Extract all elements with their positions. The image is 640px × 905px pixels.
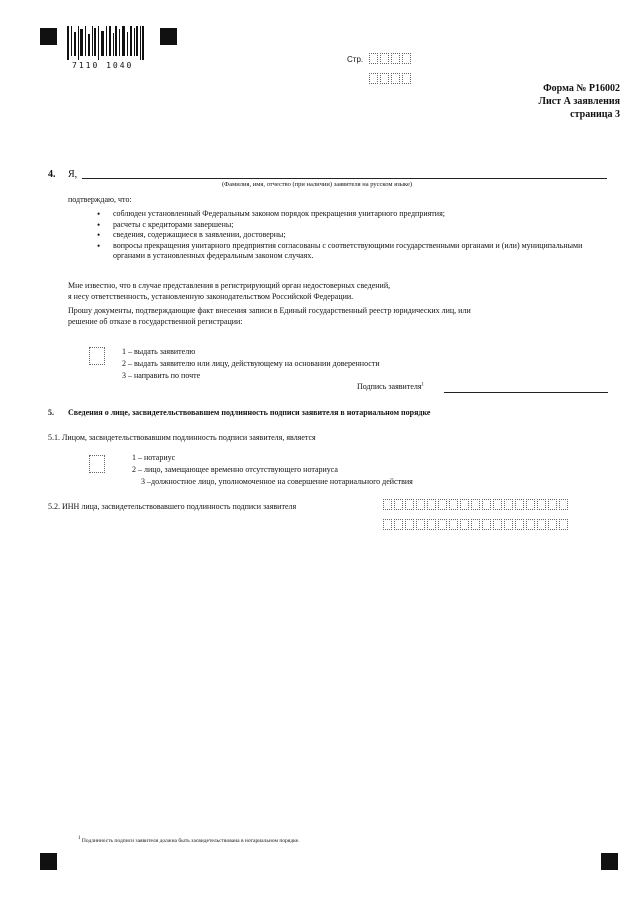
notary-options — [132, 452, 413, 488]
sheet-title: Лист А заявления — [538, 96, 620, 107]
notary-option-2: 2 – лицо, замещающее временно отсутствующего нотариуса — [132, 465, 338, 474]
footnote-number: 1 — [78, 836, 81, 841]
page-subtitle: страница 3 — [570, 109, 620, 120]
signature-label: Подпись заявителя$^1$ — [357, 382, 425, 391]
option-1: 1 – выдать заявителю — [122, 347, 196, 356]
footnote-ref: 1 — [421, 382, 425, 388]
page-label: Стр. — [347, 55, 364, 64]
registration-marker-top-left — [40, 28, 57, 45]
signature-field[interactable] — [444, 392, 608, 393]
list-item: • соблюден установленный Федеральным законом порядок прекращения унитарного предприятия; — [95, 209, 595, 220]
section5-number: 5. — [48, 408, 54, 417]
list-item: • сведения, содержащиеся в заявлении, достоверны; — [95, 230, 595, 241]
barcode-image — [67, 26, 145, 62]
registration-marker-top-right — [160, 28, 177, 45]
list-item: • вопросы прекращения унитарного предприятия согласованы с соответствующими государственными органами и (или) муниципальными органами в установленных федеральным законом случаях. — [95, 241, 595, 262]
s52-label: 5.2. ИНН лица, засвидетельствовавшего подлинность подписи заявителя — [48, 502, 297, 511]
applicant-name-field[interactable] — [82, 178, 607, 179]
page-number-cells[interactable] — [369, 49, 413, 87]
footnote — [78, 836, 299, 844]
s51-label: 5.1. Лицом, засвидетельствовавшим подлинность подписи заявителя, является — [48, 433, 316, 442]
aware-line-1: Мне известно, что в случае представления в регистрирующий орган недостоверных сведений, — [68, 281, 391, 290]
request-text — [68, 305, 471, 327]
aware-text — [68, 280, 390, 302]
fio-caption: (Фамилия, имя, отчество (при наличии) заявителя на русском языке) — [222, 181, 413, 188]
request-line-2: решение об отказе в государственной регистрации: — [68, 317, 243, 326]
notary-option-3: 3 –должностное лицо, уполномоченное на совершение нотариального действия — [141, 477, 413, 486]
form-header — [539, 82, 620, 121]
list-item: • расчеты с кредиторами завершены; — [95, 220, 595, 231]
inn-cells[interactable] — [383, 495, 570, 533]
notary-option-1: 1 – нотариус — [132, 453, 176, 462]
ya-label: Я, — [68, 169, 78, 180]
notary-type-cell[interactable] — [89, 455, 105, 478]
section4-number: 4. — [48, 169, 56, 180]
barcode-number: 7110 1040 — [72, 61, 134, 70]
confirm-text: подтверждаю, что: — [68, 195, 132, 204]
footnote-text: Подлинность подписи заявителя должна быть засвидетельствована в нотариальном порядке. — [81, 837, 300, 844]
delivery-options — [122, 346, 380, 382]
form-number: Форма № Р16002 — [543, 83, 620, 94]
section5-title: Сведения о лице, засвидетельствовавшем подлинность подписи заявителя в нотариальном порядке — [68, 408, 431, 417]
option-2: 2 – выдать заявителю или лицу, действующему на основании доверенности — [122, 359, 380, 368]
request-line-1: Прошу документы, подтверждающие факт внесения записи в Единый государственный реестр юридических лиц, или — [68, 306, 471, 315]
registration-marker-bottom-left — [40, 853, 57, 870]
delivery-method-cell[interactable] — [89, 347, 105, 370]
aware-line-2: я несу ответственность, установленную законодательством Российской Федерации. — [68, 292, 354, 301]
confirmation-list — [95, 209, 595, 262]
registration-marker-bottom-right — [601, 853, 618, 870]
option-3: 3 – направить по почте — [122, 371, 201, 380]
